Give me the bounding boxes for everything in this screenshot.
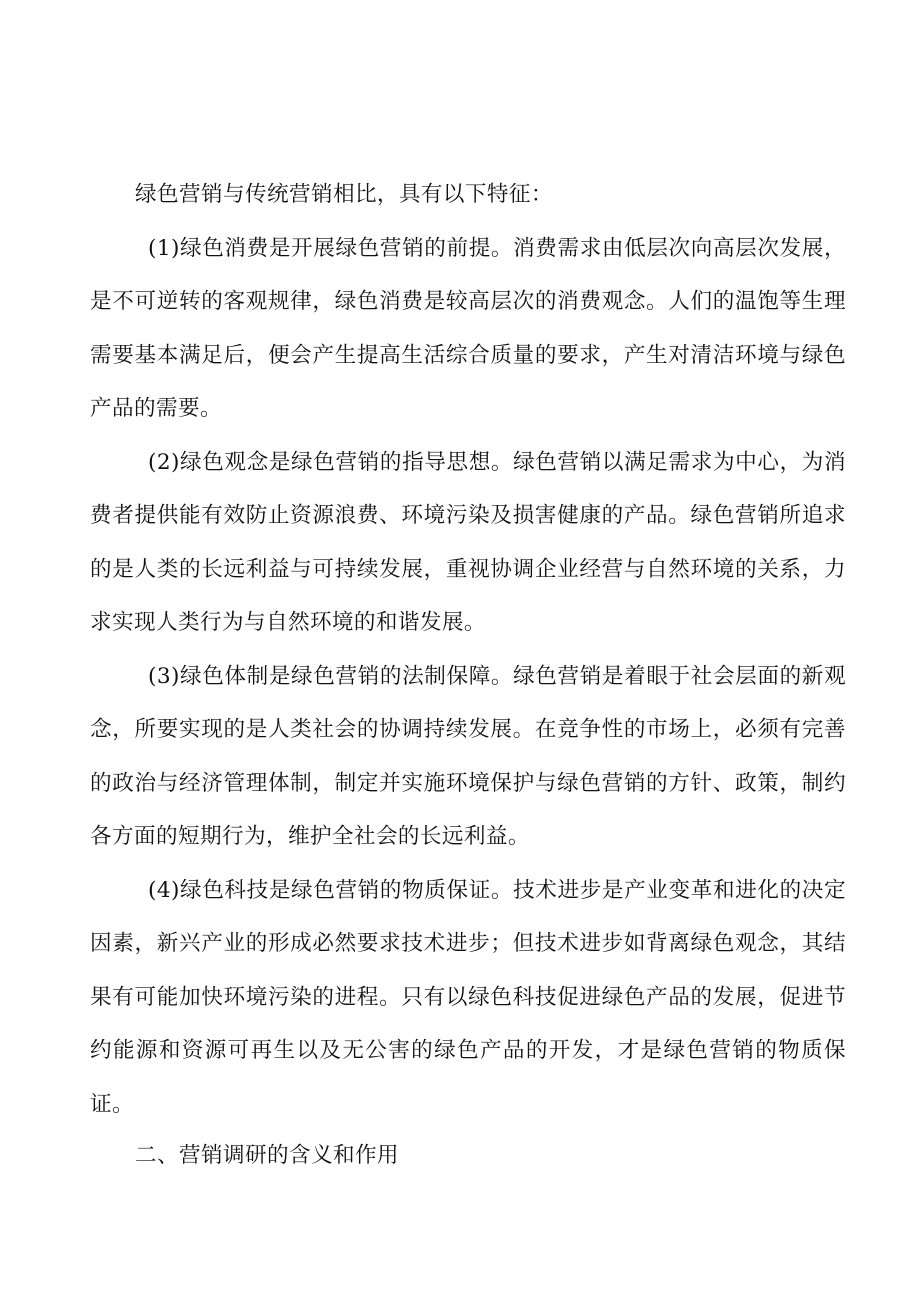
feature-paragraph-4: (4)绿色科技是绿色营销的物质保证。技术进步是产业变革和进化的决定因素，新兴产业的形成必然要求技术进步；但技术进步如背离绿色观念，其结果有可能加快环境污染的进程。只有以绿色科技促进绿色产品的发展，促进节约能源和资源可再生以及无公害的绿色产品的开发，才是绿色营销的物质保证。 xyxy=(90,877,846,1117)
feature-paragraph-2: (2)绿色观念是绿色营销的指导思想。绿色营销以满足需求为中心，为消费者提供能有效防止资源浪费、环境污染及损害健康的产品。绿色营销所追求的是人类的长远利益与可持续发展，重视协调企业经营与自然环境的关系，力求实现人类行为与自然环境的和谐发展。 xyxy=(90,449,846,635)
feature-paragraph-3: (3)绿色体制是绿色营销的法制保障。绿色营销是着眼于社会层面的新观念，所要实现的是人类社会的协调持续发展。在竞争性的市场上，必须有完善的政治与经济管理体制，制定并实施环境保护与绿色营销的方针、政策，制约各方面的短期行为，维护全社会的长远利益。 xyxy=(90,663,846,849)
intro-paragraph: 绿色营销与传统营销相比，具有以下特征： xyxy=(135,182,553,207)
document-body xyxy=(90,168,846,1181)
feature-paragraph-1: (1)绿色消费是开展绿色营销的前提。消费需求由低层次向高层次发展，是不可逆转的客观规律，绿色消费是较高层次的消费观念。人们的温饱等生理需要基本满足后，便会产生提高生活综合质量的要求，产生对清洁环境与绿色产品的需要。 xyxy=(90,235,846,421)
section-heading: 二、营销调研的含义和作用 xyxy=(135,1143,399,1168)
